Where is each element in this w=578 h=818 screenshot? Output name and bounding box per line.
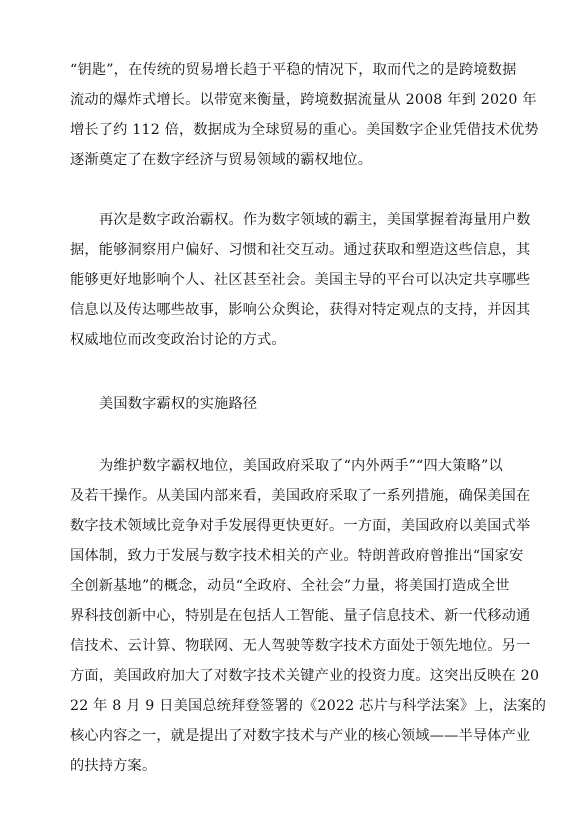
paragraph-1-line-3: 增长了约 112 倍，数据成为全球贸易的重心。美国数字企业凭借技术优势 xyxy=(70,122,539,138)
paragraph-3-line-11: 的扶持方案。 xyxy=(70,758,157,774)
paragraph-1-line-1: “钥匙”，在传统的贸易增长趋于平稳的情况下，取而代之的是跨境数据 xyxy=(70,62,517,78)
paragraph-2-line-3: 能够更好地影响个人、社区甚至社会。美国主导的平台可以决定共享哪些 xyxy=(70,272,531,288)
paragraph-3-line-3: 数字技术领域比竞争对手发展得更快更好。一方面，美国政府以美国式举 xyxy=(70,518,531,534)
paragraph-3-line-5: 全创新基地”的概念，动员“全政府、全社会”力量，将美国打造成全世 xyxy=(70,578,510,594)
section-heading: 美国数字霸权的实施路径 xyxy=(99,396,258,412)
paragraph-2-line-4: 信息以及传达哪些故事，影响公众舆论，获得对特定观点的支持，并因其 xyxy=(70,302,531,318)
paragraph-3-line-10: 核心内容之一，就是提出了对数字技术与产业的核心领域——半导体产业 xyxy=(70,728,531,744)
paragraph-1-line-2: 流动的爆炸式增长。以带宽来衡量，跨境数据流量从 2008 年到 2020 年 xyxy=(70,92,537,108)
paragraph-3-line-2: 及若干操作。从美国内部来看，美国政府采取了一系列措施，确保美国在 xyxy=(70,488,531,504)
paragraph-3-line-8: 方面，美国政府加大了对数字技术关键产业的投资力度。这突出反映在 20 xyxy=(70,668,540,684)
paragraph-2-line-5: 权威地位而改变政治讨论的方式。 xyxy=(70,332,286,348)
paragraph-2-line-1: 再次是数字政治霸权。作为数字领域的霸主，美国掌握着海量用户数 xyxy=(99,212,531,228)
paragraph-3-line-9: 22 年 8 月 9 日美国总统拜登签署的《2022 芯片与科学法案》上，法案的 xyxy=(70,698,547,714)
paragraph-3-line-4: 国体制，致力于发展与数字技术相关的产业。特朗普政府曾推出“国家安 xyxy=(70,548,524,564)
paragraph-2-line-2: 据，能够洞察用户偏好、习惯和社交互动。通过获取和塑造这些信息，其 xyxy=(70,242,531,258)
paragraph-3-line-6: 界科技创新中心，特别是在包括人工智能、量子信息技术、新一代移动通 xyxy=(70,608,531,624)
paragraph-1-line-4: 逐渐奠定了在数字经济与贸易领域的霸权地位。 xyxy=(70,152,373,168)
paragraph-3-line-1: 为维护数字霸权地位，美国政府采取了“内外两手”“四大策略”以 xyxy=(99,458,503,474)
paragraph-3-line-7: 信技术、云计算、物联网、无人驾驶等数字技术方面处于领先地位。另一 xyxy=(70,638,531,654)
